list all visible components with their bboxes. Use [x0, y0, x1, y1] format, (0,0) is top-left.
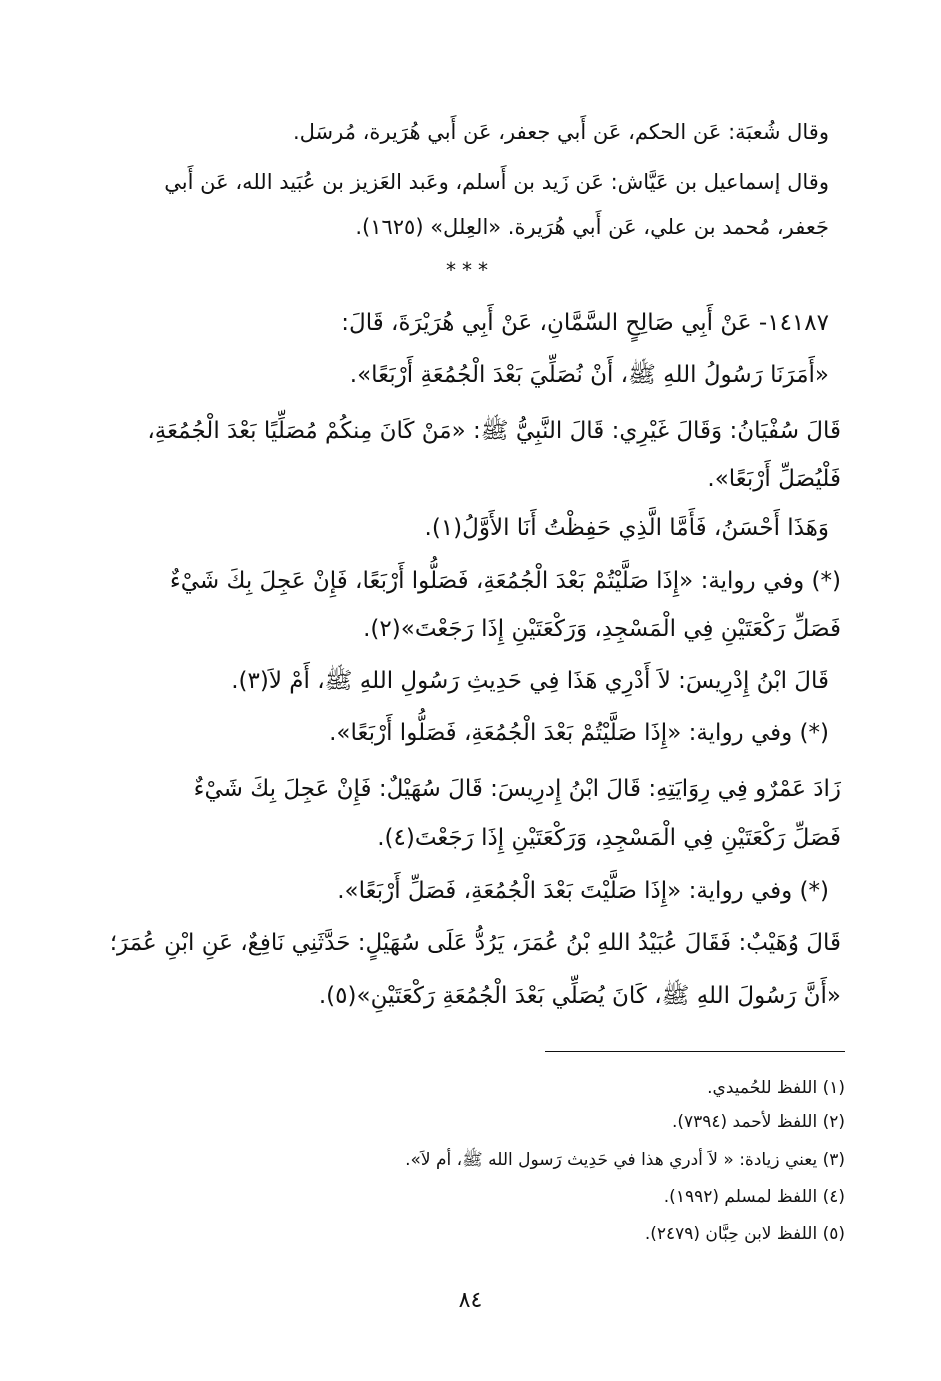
text-line: جَعفر، مُحمد بن علي، عَن أَبي هُرَيرة. «العِلل» (١٦٢٥).	[355, 215, 829, 239]
text-line: وقال إسماعيل بن عَيَّاش: عَن زَيد بن أَسلم، وعَبد العَزيز بن عُبَيد الله، عَن أَبي	[164, 170, 829, 194]
hadith-text-line: «أَمَرَنَا رَسُولُ اللهِ ﷺ، أَنْ نُصَلِّيَ بَعْدَ الْجُمُعَةِ أَرْبَعًا».	[349, 362, 829, 388]
text-line: وقال شُعبَة: عَن الحكم، عَن أَبي جعفر، عَن أَبي هُرَيرة، مُرسَل.	[292, 120, 829, 144]
narration-line: (*) وفي رواية: «إِذَا صَلَّيْتُمْ بَعْدَ الْجُمُعَةِ، فَصَلُّوا أَرْبَعًا».	[329, 720, 829, 746]
footnote-1: (١) اللفظ للحُميدي.	[707, 1078, 845, 1098]
narration-line: (*) وفي رواية: «إِذَا صَلَّيْتَ بَعْدَ الْجُمُعَةِ، فَصَلِّ أَرْبَعًا».	[337, 878, 829, 904]
section-separator: ***	[446, 258, 494, 282]
narration-line: قَالَ ابْنُ إِدْرِيسَ: لاَ أَدْرِي هَذَا فِي حَدِيثِ رَسُولِ اللهِ ﷺ، أَمْ لاَ(٣).	[231, 668, 829, 694]
page-number: ٨٤	[458, 1288, 483, 1313]
narration-line: زَادَ عَمْرٌو فِي رِوَايَتِهِ: قَالَ ابْنُ إِدرِيسَ: قَالَ سُهَيْلٌ: فَإِنْ عَجِلَ بِكَ شَيْءٌ	[193, 776, 841, 802]
narration-line: فَصَلِّ رَكْعَتَيْنِ فِي الْمَسْجِدِ، وَرَكْعَتَيْنِ إِذَا رَجَعْتَ»(٢).	[363, 616, 841, 642]
hadith-number-line: ١٤١٨٧- عَنْ أَبِي صَالِحٍ السَّمَّانِ، عَنْ أَبِي هُرَيْرَةَ، قَالَ:	[341, 310, 829, 336]
footnote-4: (٤) اللفظ لمسلم (١٩٩٢).	[663, 1187, 845, 1207]
footnote-2: (٢) اللفظ لأحمد (٧٣٩٤).	[671, 1112, 845, 1132]
footnote-divider	[545, 1051, 845, 1052]
footnote-3: (٣) يعني زيادة: « لاَ أدري هذا في حَدِيث رَسول الله ﷺ، أم لاَ».	[405, 1150, 845, 1170]
narration-line: «أَنَّ رَسُولَ اللهِ ﷺ، كَانَ يُصَلِّي بَعْدَ الْجُمُعَةِ رَكْعَتَيْنِ»(٥).	[318, 983, 841, 1009]
footnote-5: (٥) اللفظ لابن حِبَّان (٢٤٧٩).	[644, 1224, 845, 1244]
narration-line: فَصَلِّ رَكْعَتَيْنِ فِي الْمَسْجِدِ، وَرَكْعَتَيْنِ إِذَا رَجَعْتَ(٤).	[377, 825, 841, 851]
hadith-text-line: قَالَ سُفْيَانُ: وَقَالَ غَيْرِي: قَالَ النَّبِيُّ ﷺ: «مَنْ كَانَ مِنكُمْ مُصَلِّيًا بَعْدَ الْجُمُعَةِ،	[147, 418, 841, 444]
hadith-text-line: فَلْيُصَلِّ أَرْبَعًا».	[707, 466, 841, 492]
hadith-text-line: وَهَذَا أَحْسَنُ، فَأَمَّا الَّذِي حَفِظْتُ أَنَا الأَوَّلُ(١).	[424, 515, 829, 541]
narration-line: قَالَ وُهَيْبٌ: فَقَالَ عُبَيْدُ اللهِ بْنُ عُمَرَ، يَرُدُّ عَلَى سُهَيْلٍ: حَدَّثَنِي نَافِعٌ، عَنِ ابْنِ عُمَرَ؛	[109, 930, 841, 956]
narration-line: (*) وفي رواية: «إِذَا صَلَّيْتُمْ بَعْدَ الْجُمُعَةِ، فَصَلُّوا أَرْبَعًا، فَإِنْ عَجِلَ بِكَ شَيْءٌ	[169, 568, 841, 594]
